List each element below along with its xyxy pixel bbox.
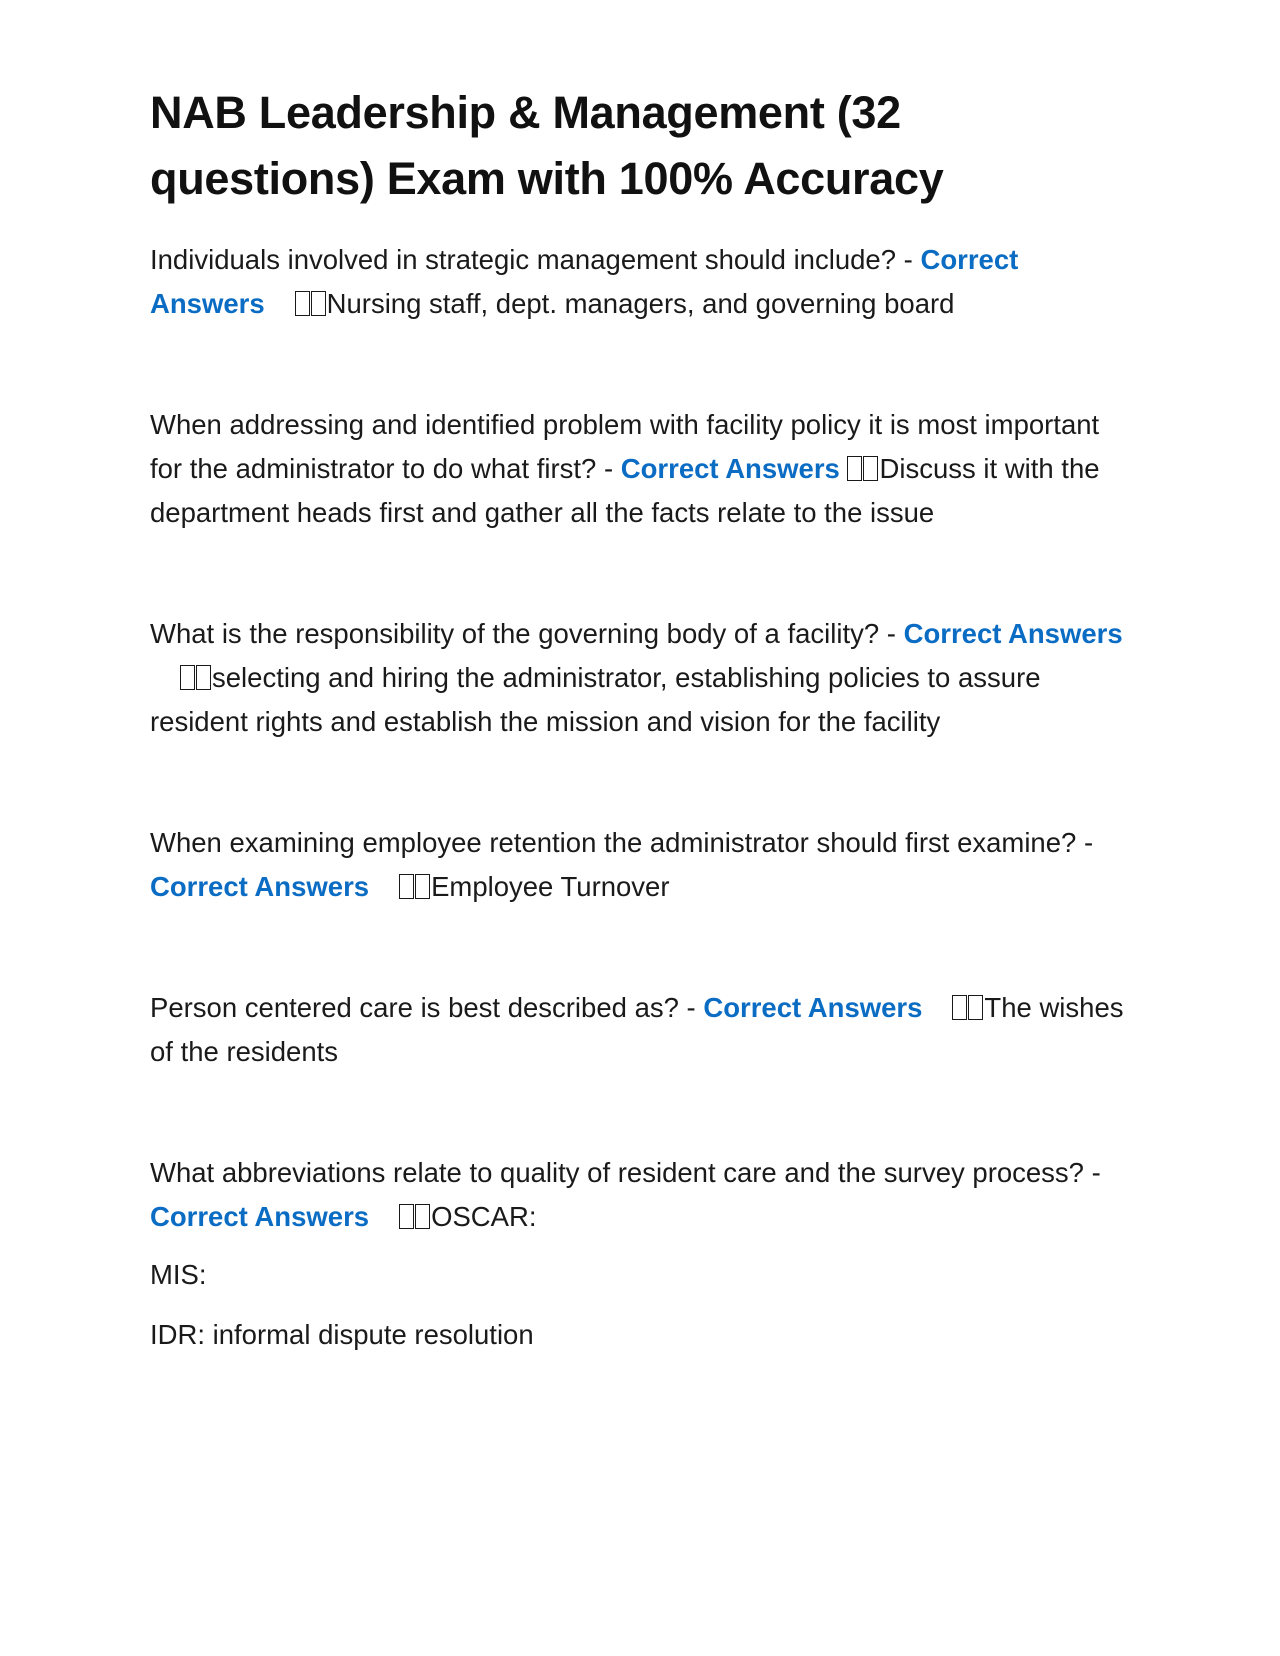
question-text: Individuals involved in strategic management should include?	[150, 244, 897, 275]
missing-glyph-icon	[180, 665, 195, 690]
answer-text: selecting and hiring the administrator, establishing policies to assure resident rights and establish the mission and vision for the facility	[150, 662, 1041, 737]
answer-text: Nursing staff, dept. managers, and governing board	[326, 288, 955, 319]
extra-line-idr: IDR: informal dispute resolution	[150, 1319, 534, 1350]
correct-answers-label: Correct Answers	[150, 1201, 370, 1232]
qa-item-4: When examining employee retention the administrator should first examine? - Correct Answers Employee Turnover	[150, 827, 1094, 902]
missing-glyph-icon	[415, 874, 430, 899]
qa-item-3: What is the responsibility of the governing body of a facility? - Correct Answersselecting and hiring the administrator, establishing policies to assure resident rights and establish the mission and vision for the facility	[150, 618, 1123, 737]
missing-glyph-icon	[196, 665, 211, 690]
missing-glyph-icon	[415, 1204, 430, 1229]
correct-answers-label: Correct Answers	[150, 244, 1019, 319]
missing-glyph-icon	[968, 995, 983, 1020]
question-text: What is the responsibility of the governing body of a facility?	[150, 618, 880, 649]
missing-glyph-icon	[863, 456, 878, 481]
document-page	[150, 80, 1130, 1357]
correct-answers-label: Correct Answers	[620, 453, 840, 484]
qa-item-1: Individuals involved in strategic management should include? - Correct Answers Nursing staff, dept. managers, and governing board	[150, 244, 1019, 319]
missing-glyph-icon	[952, 995, 967, 1020]
missing-glyph-icon	[399, 874, 414, 899]
question-text: When examining employee retention the administrator should first examine?	[150, 827, 1077, 858]
qa-item-5: Person centered care is best described as? - Correct Answers The wishes of the residents	[150, 992, 1124, 1067]
correct-answers-label: Correct Answers	[703, 992, 923, 1023]
question-text: Person centered care is best described as?	[150, 992, 679, 1023]
question-text: What abbreviations relate to quality of resident care and the survey process?	[150, 1157, 1084, 1188]
document-title: NAB Leadership & Management (32 questions) Exam with 100% Accuracy	[150, 87, 944, 204]
missing-glyph-icon	[311, 291, 326, 316]
extra-line-mis: MIS:	[150, 1259, 207, 1290]
missing-glyph-icon	[399, 1204, 414, 1229]
question-text: When addressing and identified problem with facility policy it is most important for the administrator to do what first?	[150, 409, 1100, 484]
answer-text: Discuss it with the department heads first and gather all the facts relate to the issue	[150, 453, 1100, 528]
missing-glyph-icon	[295, 291, 310, 316]
answer-text: The wishes of the residents	[150, 992, 1124, 1067]
correct-answers-label: Correct Answers	[150, 871, 370, 902]
missing-glyph-icon	[847, 456, 862, 481]
qa-item-6: What abbreviations relate to quality of resident care and the survey process? - Correct Answers OSCAR:	[150, 1157, 1101, 1232]
answer-text: OSCAR:	[431, 1201, 537, 1232]
qa-item-2: When addressing and identified problem with facility policy it is most important for the administrator to do what first? - Correct Answers Discuss it with the department heads first and gather all the facts relate to the issue	[150, 409, 1100, 528]
correct-answers-label: Correct Answers	[903, 618, 1123, 649]
answer-text: Employee Turnover	[431, 871, 670, 902]
